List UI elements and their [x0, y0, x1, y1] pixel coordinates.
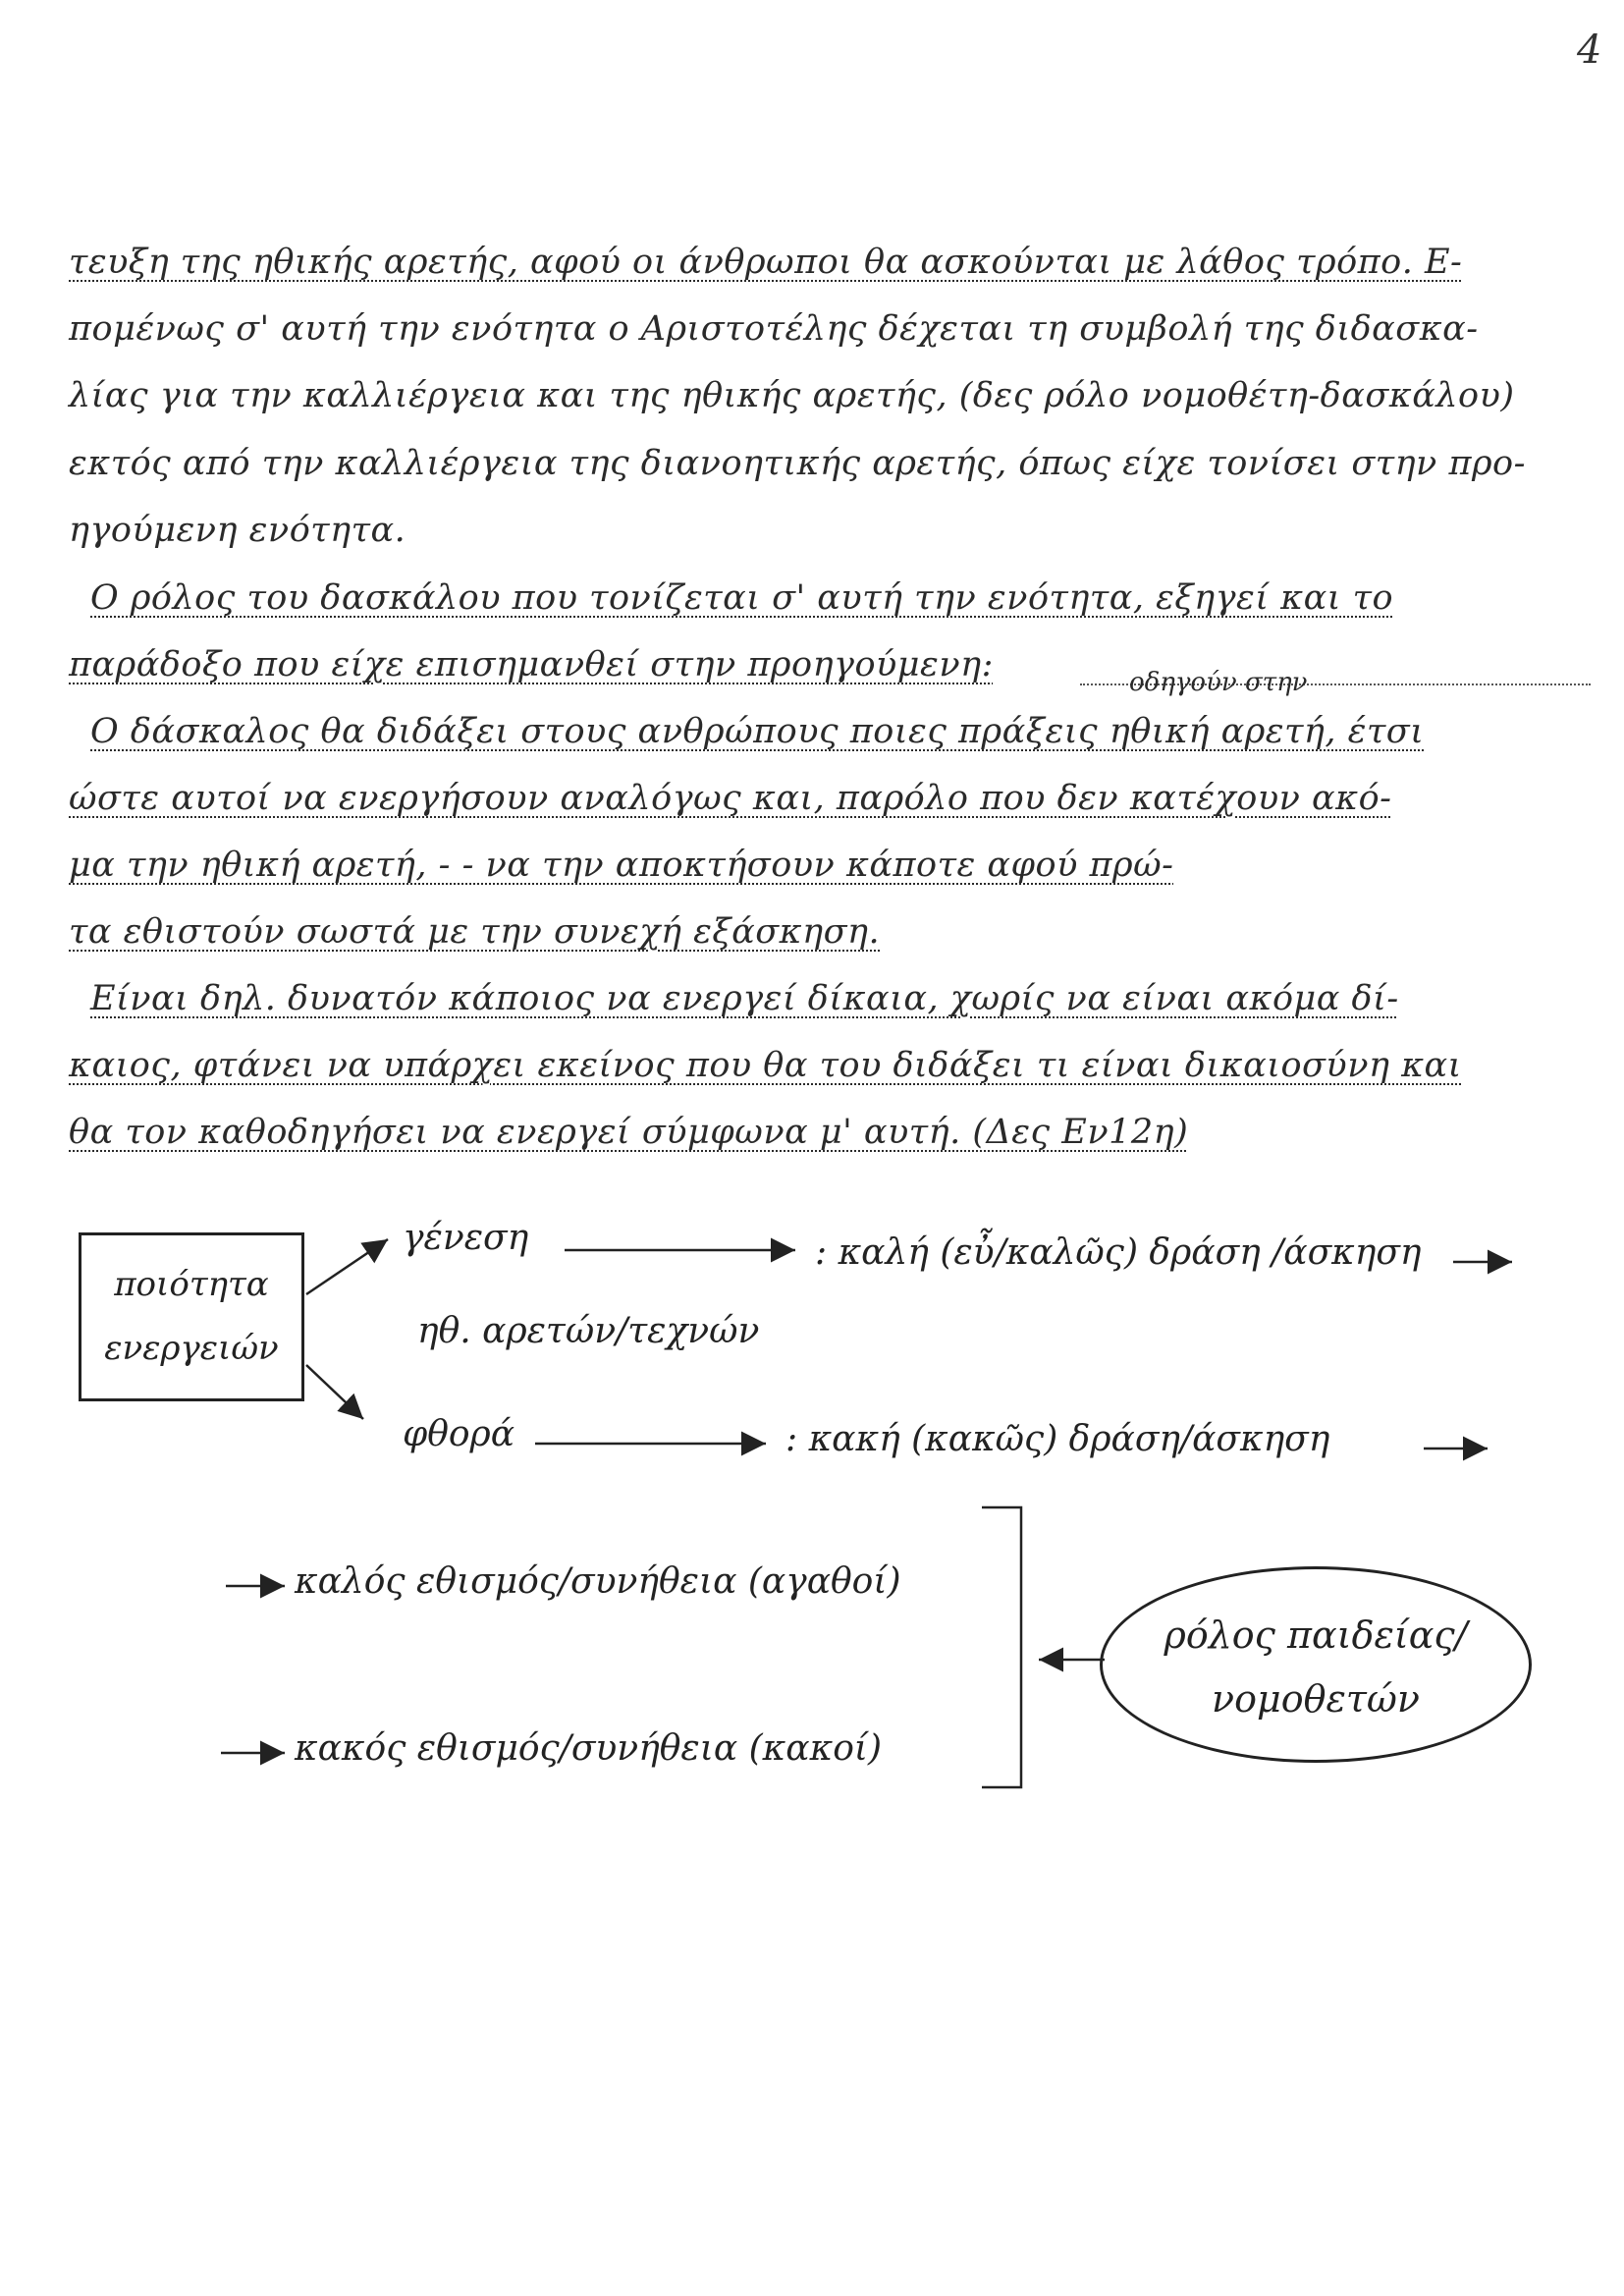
- ellipse-line-1: ρόλος παιδείας/: [1164, 1613, 1468, 1657]
- good-action-result: : καλή (εὖ/καλῶς) δράση /άσκηση: [815, 1232, 1422, 1273]
- text-line-11: τα εθιστούν σωστά με την συνεχή εξάσκηση.: [69, 912, 881, 952]
- arrow-box-to-decay: [306, 1365, 363, 1419]
- text-line-13: καιος, φτάνει να υπάρχει εκείνος που θα του διδάξει τι είναι δικαιοσύνη και: [69, 1046, 1462, 1085]
- virtues-arts-label: ηθ. αρετών/τεχνών: [417, 1311, 760, 1351]
- box-line-2: ενεργειών: [104, 1329, 279, 1368]
- habits-bracket: [982, 1507, 1021, 1787]
- page-number: 4: [1577, 27, 1602, 73]
- bad-action-result: : κακή (κακῶς) δράση/άσκηση: [785, 1419, 1330, 1459]
- box-line-1: ποιότητα: [114, 1265, 269, 1304]
- text-line-12: Είναι δηλ. δυνατόν κάποιος να ενεργεί δίκαια, χωρίς να είναι ακόμα δί-: [90, 979, 1399, 1018]
- text-line-6: Ο ρόλος του δασκάλου που τονίζεται σ' αυτή την ενότητα, εξηγεί και το: [90, 578, 1394, 618]
- text-line-2: πομένως σ' αυτή την ενότητα ο Αριστοτέλης δέχεται τη συμβολή της διδασκα-: [69, 309, 1479, 349]
- text-line-10: μα την ηθική αρετή, - - να την αποκτήσουν κάποτε αφού πρώ-: [69, 846, 1174, 885]
- arrow-box-to-genesis: [306, 1239, 388, 1294]
- ellipse-line-2: νομοθετών: [1212, 1677, 1420, 1721]
- text-line-9: ώστε αυτοί να ενεργήσουν αναλόγως και, παρόλο που δεν κατέχουν ακό-: [69, 779, 1392, 818]
- interlinear-note: οδηγούν στην: [1129, 668, 1308, 697]
- good-habit-label: καλός εθισμός/συνήθεια (αγαθοί): [295, 1561, 901, 1602]
- text-line-14: θα τον καθοδηγήσει να ενεργεί σύμφωνα μ' αυτή. (Δες Εν12η): [69, 1113, 1189, 1152]
- text-line-5: ηγούμενη ενότητα.: [69, 511, 406, 550]
- genesis-term: γένεση: [403, 1218, 529, 1258]
- text-line-7: παράδοξο που είχε επισημανθεί στην προηγούμενη:: [69, 645, 994, 684]
- decay-term: φθορά: [403, 1414, 515, 1454]
- text-line-3: λίας για την καλλιέργεια και της ηθικής αρετής, (δες ρόλο νομοθέτη-δασκάλου): [69, 376, 1515, 415]
- text-line-8: Ο δάσκαλος θα διδάξει στους ανθρώπους ποιες πράξεις ηθική αρετή, έτσι: [90, 712, 1425, 751]
- bad-habit-label: κακός εθισμός/συνήθεια (κακοί): [295, 1728, 883, 1769]
- text-line-1: τευξη της ηθικής αρετής, αφού οι άνθρωποι θα ασκούνται με λάθος τρόπο. Ε-: [69, 243, 1463, 282]
- text-line-4: εκτός από την καλλιέργεια της διανοητικής αρετής, όπως είχε τονίσει στην προ-: [69, 444, 1526, 483]
